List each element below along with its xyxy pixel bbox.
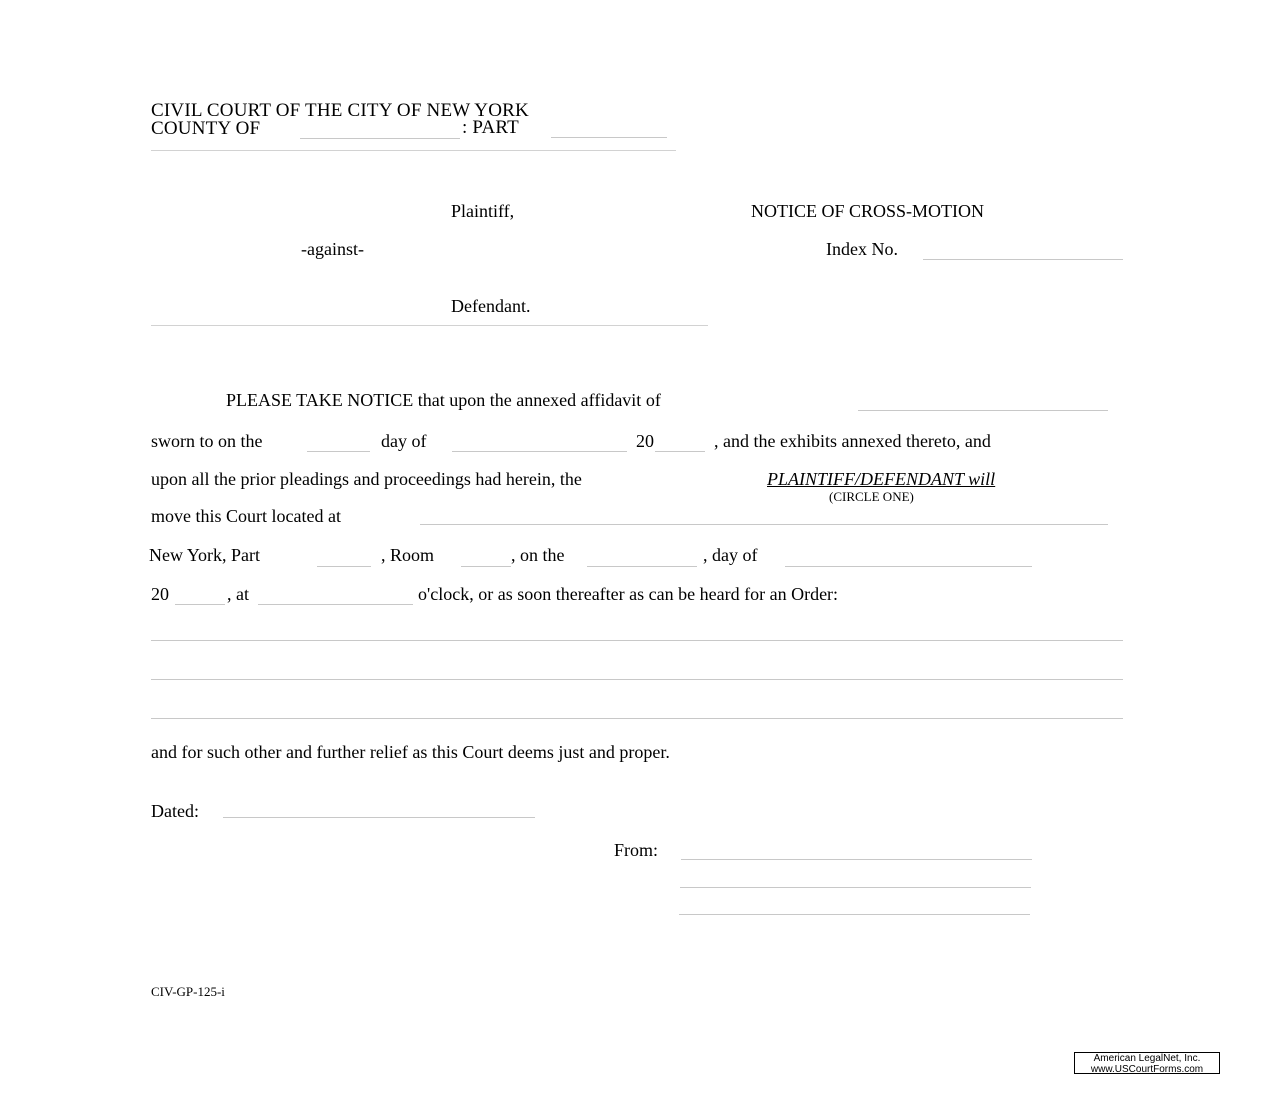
badge-url: www.USCourtForms.com <box>1090 1064 1204 1075</box>
closing-text: and for such other and further relief as this Court deems just and proper. <box>151 742 670 762</box>
day-of-label: day of <box>381 431 427 451</box>
county-label: COUNTY OF <box>151 118 261 139</box>
year-prefix-2: 20 <box>151 584 169 604</box>
from-line-1[interactable] <box>681 859 1032 860</box>
document-title: NOTICE OF CROSS-MOTION <box>751 201 985 221</box>
sworn-label: sworn to on the <box>151 431 263 451</box>
new-york-part-label: New York, Part <box>149 545 261 565</box>
header-divider <box>151 150 676 151</box>
from-label: From: <box>614 840 659 860</box>
sworn-year-field[interactable] <box>655 451 705 452</box>
hearing-time-field[interactable] <box>258 604 413 605</box>
part-field[interactable] <box>551 137 667 138</box>
publisher-badge[interactable] <box>1074 1052 1220 1074</box>
notice-line-1 <box>226 391 661 409</box>
form-code: CIV-GP-125-i <box>151 984 225 999</box>
part-number-field[interactable] <box>317 566 371 567</box>
sworn-month-field[interactable] <box>452 451 627 452</box>
relief-line-2[interactable] <box>151 679 1123 680</box>
exhibits-text: , and the exhibits annexed thereto, and <box>714 431 991 451</box>
index-label: Index No. <box>826 239 898 259</box>
relief-line-3[interactable] <box>151 718 1123 719</box>
room-field[interactable] <box>461 566 511 567</box>
court-location-field[interactable] <box>420 524 1108 525</box>
dated-field[interactable] <box>223 817 535 818</box>
defendant-label: Defendant. <box>451 296 531 316</box>
hearing-month-field[interactable] <box>785 566 1032 567</box>
relief-line-1[interactable] <box>151 640 1123 641</box>
dated-label: Dated: <box>151 801 199 821</box>
circle-one-note: (CIRCLE ONE) <box>829 489 914 504</box>
against-label: -against- <box>301 239 364 259</box>
on-the-label: , on the <box>511 545 565 565</box>
county-field[interactable] <box>300 138 460 139</box>
from-line-2[interactable] <box>680 887 1031 888</box>
pleadings-text: upon all the prior pleadings and proceedings had herein, the <box>151 469 582 489</box>
room-label: , Room <box>381 545 435 565</box>
party-selector[interactable]: PLAINTIFF/DEFENDANT will <box>767 469 996 489</box>
from-line-3[interactable] <box>679 914 1030 915</box>
sworn-day-field[interactable] <box>307 451 370 452</box>
notice-lead: PLEASE TAKE NOTICE <box>226 390 414 410</box>
at-label: , at <box>227 584 249 604</box>
hearing-day-field[interactable] <box>587 566 697 567</box>
notice-rest: that upon the annexed affidavit of <box>417 390 661 410</box>
year-prefix-1: 20 <box>636 431 654 451</box>
affiant-name-field[interactable] <box>858 410 1108 411</box>
court-location-label: move this Court located at <box>151 506 341 526</box>
hearing-year-field[interactable] <box>175 604 225 605</box>
plaintiff-label: Plaintiff, <box>451 201 515 221</box>
order-text: o'clock, or as soon thereafter as can be heard for an Order: <box>418 584 839 604</box>
caption-divider <box>151 325 708 326</box>
court-name: CIVIL COURT OF THE CITY OF NEW YORK <box>151 100 529 121</box>
badge-company: American LegalNet, Inc. <box>1093 1053 1201 1064</box>
index-number-field[interactable] <box>923 259 1123 260</box>
day-of-label-2: , day of <box>703 545 758 565</box>
part-label: : PART <box>462 117 519 138</box>
